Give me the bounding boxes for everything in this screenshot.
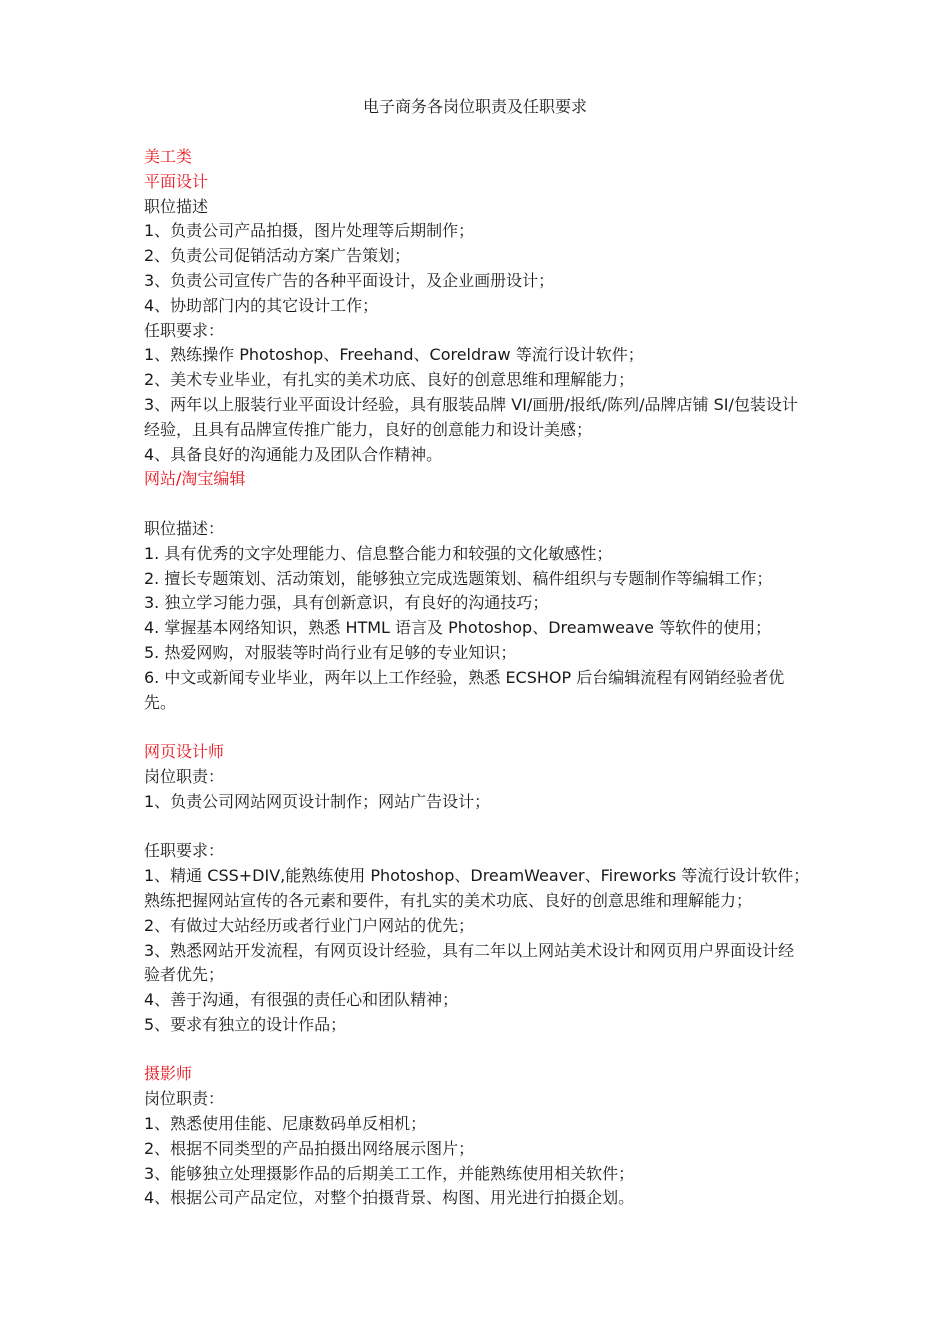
section-heading-web-designer: 网页设计师	[144, 742, 225, 762]
list-item: 1、负责公司网站网页设计制作；网站广告设计；	[144, 791, 491, 811]
spacer	[144, 1038, 810, 1063]
list-item: 3、两年以上服装行业平面设计经验，具有服装品牌 VI/画册/报纸/陈列/品牌店铺 SI/包装设计经验，且具有品牌宣传推广能力，良好的创意能力和设计美感；	[144, 394, 798, 439]
spacer	[144, 492, 810, 517]
list-item: 3. 独立学习能力强，具有创新意识，有良好的沟通技巧；	[144, 593, 549, 613]
section-heading-art: 美工类	[144, 147, 193, 166]
section-heading-photographer: 摄影师	[144, 1064, 193, 1084]
list-item: 1、精通 CSS+DIV,能熟练使用 Photoshop、DreamWeaver、Fireworks 等流行设计软件；	[144, 866, 810, 886]
duties-label: 岗位职责：	[144, 766, 225, 786]
list-item: 6. 中文或新闻专业毕业，两年以上工作经验，熟悉 ECSHOP 后台编辑流程有网销经验者优先。	[144, 667, 785, 712]
list-item: 3、能够独立处理摄影作品的后期美工工作，并能熟练使用相关软件；	[144, 1163, 635, 1183]
requirements-label: 任职要求：	[144, 320, 225, 340]
list-item: 4、善于沟通，有很强的责任心和团队精神；	[144, 990, 459, 1010]
list-item: 2、有做过大站经历或者行业门户网站的优先；	[144, 915, 475, 935]
list-item: 1. 具有优秀的文字处理能力、信息整合能力和较强的文化敏感性；	[144, 543, 613, 563]
section-heading-graphic-design: 平面设计	[144, 171, 209, 191]
list-item: 3、熟悉网站开发流程，有网页设计经验，具有二年以上网站美术设计和网页用户界面设计经验者优先；	[144, 940, 795, 985]
document-title: 电子商务各岗位职责及任职要求	[362, 97, 587, 116]
list-item: 1、熟练操作 Photoshop、Freehand、Coreldraw 等流行设计软件；	[144, 345, 644, 365]
list-item: 3、负责公司宣传广告的各种平面设计，及企业画册设计；	[144, 270, 555, 290]
list-item: 1、熟悉使用佳能、尼康数码单反相机；	[144, 1114, 427, 1134]
duties-label: 岗位职责：	[144, 1089, 225, 1109]
list-item: 5、要求有独立的设计作品；	[144, 1014, 347, 1034]
list-item: 2. 擅长专题策划、活动策划，能够独立完成选题策划、稿件组织与专题制作等编辑工作；	[144, 568, 773, 588]
list-item: 5. 热爱网购，对服装等时尚行业有足够的专业知识；	[144, 642, 517, 662]
list-item: 2、负责公司促销活动方案广告策划；	[144, 246, 411, 266]
list-item: 4、根据公司产品定位，对整个拍摄背景、构图、用光进行拍摄企划。	[144, 1188, 635, 1208]
list-item: 4、协助部门内的其它设计工作；	[144, 295, 379, 315]
list-item: 熟练把握网站宣传的各元素和要件，有扎实的美术功底、良好的创意思维和理解能力；	[144, 890, 753, 910]
spacer	[144, 715, 810, 740]
section-heading-web-editor: 网站/淘宝编辑	[144, 469, 246, 489]
list-item: 4、具备良好的沟通能力及团队合作精神。	[144, 444, 443, 464]
duties-label: 职位描述：	[144, 518, 225, 538]
duties-label: 职位描述	[144, 196, 209, 216]
document-body	[144, 145, 810, 1211]
spacer	[144, 815, 810, 840]
requirements-label: 任职要求：	[144, 841, 225, 861]
list-item: 1、负责公司产品拍摄，图片处理等后期制作；	[144, 221, 475, 241]
list-item: 2、美术专业毕业，有扎实的美术功底、良好的创意思维和理解能力；	[144, 370, 635, 390]
list-item: 2、根据不同类型的产品拍摄出网络展示图片；	[144, 1138, 475, 1158]
list-item: 4. 掌握基本网络知识，熟悉 HTML 语言及 Photoshop、Dreamweave 等软件的使用；	[144, 618, 772, 638]
